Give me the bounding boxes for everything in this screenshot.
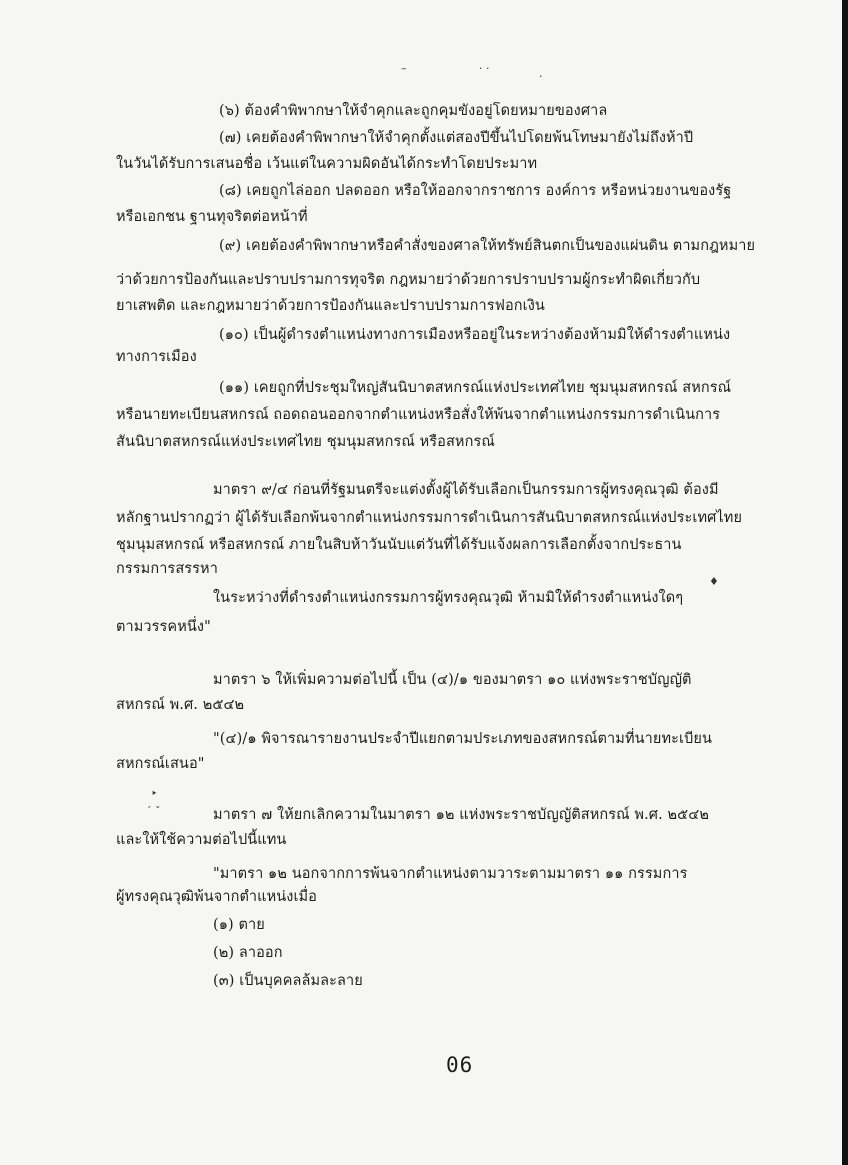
text-line: และให้ใช้ความต่อไปนี้แทน [116, 832, 287, 848]
text-line: (๑) ตาย [213, 917, 265, 933]
text-line: ตามวรรคหนึ่ง" [116, 619, 211, 635]
text-line: ในระหว่างที่ดำรงตำแหน่งกรรมการผู้ทรงคุณวุฒิ ห้ามมิให้ดำรงตำแหน่งใดๆ [213, 590, 684, 606]
text-line: สหกรณ์เสนอ" [116, 756, 205, 772]
scan-speck: ´ ˇ [146, 805, 161, 818]
text-line: มาตรา ๖ ให้เพิ่มความต่อไปนี้ เป็น (๔)/๑ ของมาตรา ๑๐ แห่งพระราชบัญญัติ [213, 672, 692, 688]
text-line: มาตรา ๙/๔ ก่อนที่รัฐมนตรีจะแต่งตั้งผู้ได้รับเลือกเป็นกรรมการผู้ทรงคุณวุฒิ ต้องมี [213, 482, 719, 498]
text-line: กรรมการสรรหา [116, 561, 218, 577]
text-line: หรือนายทะเบียนสหกรณ์ ถอดถอนออกจากตำแหน่งหรือสั่งให้พ้นจากตำแหน่งกรรมการดำเนินการ [116, 407, 721, 423]
text-line: สหกรณ์ พ.ศ. ๒๕๔๒ [116, 697, 245, 713]
text-line: (๘) เคยถูกไล่ออก ปลดออก หรือให้ออกจากราชการ องค์การ หรือหน่วยงานของรัฐ [219, 183, 732, 199]
text-line: ชุมนุมสหกรณ์ หรือสหกรณ์ ภายในสิบห้าวันนับแต่วันที่ได้รับแจ้งผลการเลือกตั้งจากประธาน [116, 537, 682, 553]
text-line: (๒) ลาออก [213, 945, 283, 961]
text-line: ผู้ทรงคุณวุฒิพ้นจากตำแหน่งเมื่อ [116, 889, 317, 905]
scan-speck: · [539, 70, 543, 83]
text-line: ทางการเมือง [116, 349, 197, 365]
text-line: (๑๑) เคยถูกที่ประชุมใหญ่สันนิบาตสหกรณ์แห่งประเทศไทย ชุมนุมสหกรณ์ สหกรณ์ [219, 380, 732, 396]
text-line: ในวันได้รับการเสนอชื่อ เว้นแต่ในความผิดอันได้กระทำโดยประมาท [116, 156, 538, 172]
text-line: สันนิบาตสหกรณ์แห่งประเทศไทย ชุมนุมสหกรณ์ หรือสหกรณ์ [116, 434, 495, 450]
scan-speck: – [401, 62, 407, 75]
text-line: หรือเอกชน ฐานทุจริตต่อหน้าที่ [116, 209, 308, 225]
scan-speck: · · [479, 62, 490, 75]
scan-speck: ♦ [709, 575, 719, 588]
text-line: (๓) เป็นบุคคลล้มละลาย [213, 973, 363, 989]
text-line: (๗) เคยต้องคำพิพากษาให้จำคุกตั้งแต่สองปีขึ้นไปโดยพ้นโทษมายังไม่ถึงห้าปี [219, 130, 694, 146]
text-line: มาตรา ๗ ให้ยกเลิกความในมาตรา ๑๒ แห่งพระราชบัญญัติสหกรณ์ พ.ศ. ๒๕๔๒ [213, 807, 709, 823]
text-line: (๖) ต้องคำพิพากษาให้จำคุกและถูกคุมขังอยู่โดยหมายของศาล [219, 103, 608, 119]
page-number: 06 [446, 1053, 474, 1077]
text-line: "(๔)/๑ พิจารณารายงานประจำปีแยกตามประเภทของสหกรณ์ตามที่นายทะเบียน [213, 731, 712, 747]
text-line: (๙) เคยต้องคำพิพากษาหรือคำสั่งของศาลให้ทรัพย์สินตกเป็นของแผ่นดิน ตามกฎหมาย [219, 238, 756, 254]
text-line: "มาตรา ๑๒ นอกจากการพ้นจากตำแหน่งตามวาระตามมาตรา ๑๑ กรรมการ [213, 866, 688, 882]
scan-edge [842, 0, 848, 1165]
text-line: หลักฐานปรากฏว่า ผู้ได้รับเลือกพ้นจากตำแหน่งกรรมการดำเนินการสันนิบาตสหกรณ์แห่งประเทศไทย [116, 510, 743, 526]
text-line: ยาเสพติด และกฎหมายว่าด้วยการป้องกันและปราบปรามการฟอกเงิน [116, 298, 545, 314]
scan-speck: ‣ [151, 787, 158, 800]
text-line: ว่าด้วยการป้องกันและปราบปรามการทุจริต กฎหมายว่าด้วยการปราบปรามผู้กระทำผิดเกี่ยวกับ [116, 272, 701, 288]
text-line: (๑๐) เป็นผู้ดำรงตำแหน่งทางการเมืองหรืออยู่ในระหว่างต้องห้ามมิให้ดำรงตำแหน่ง [219, 327, 731, 343]
